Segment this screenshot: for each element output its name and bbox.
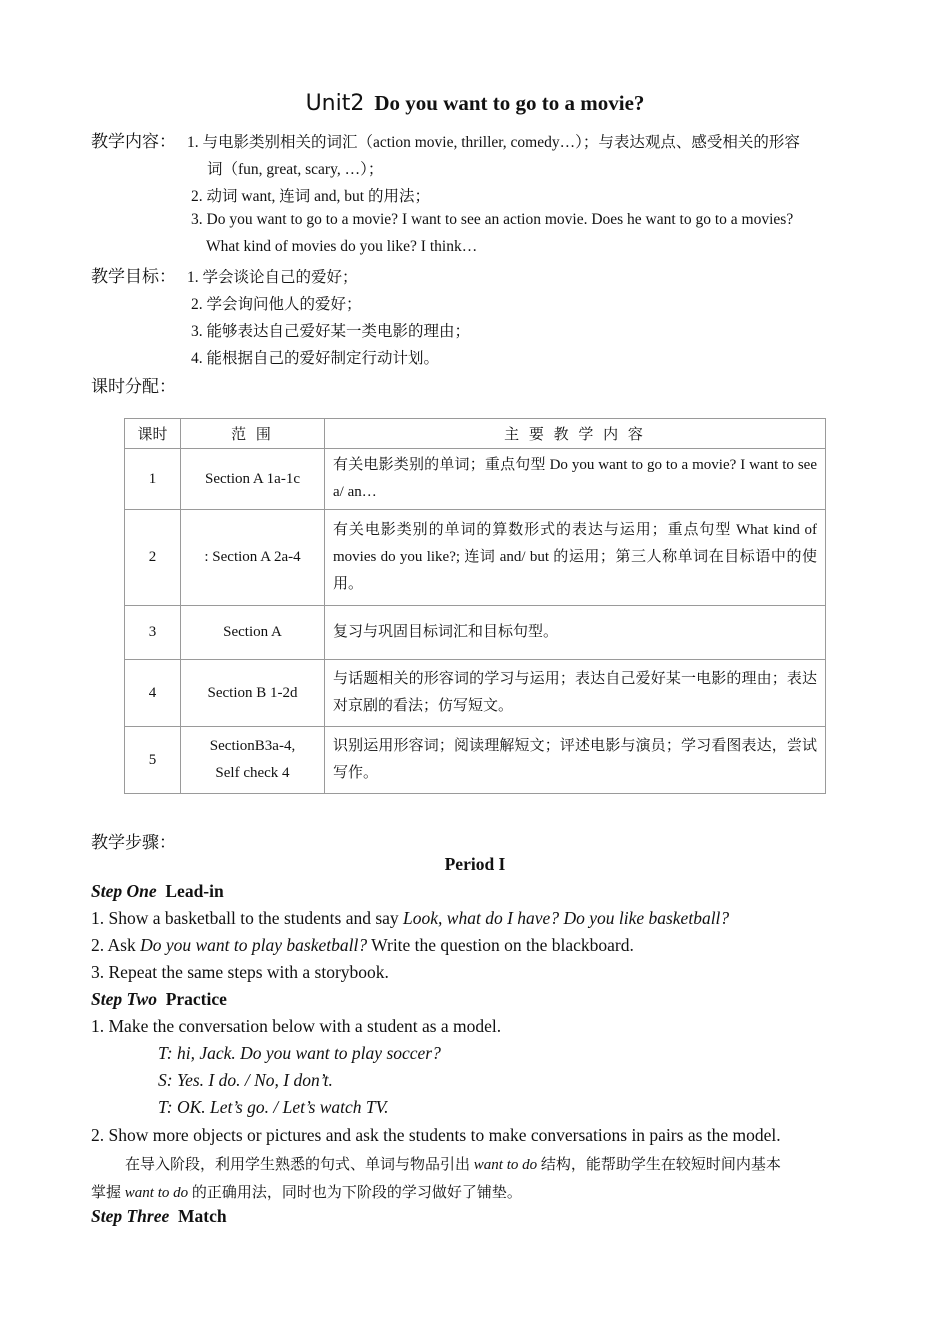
- dialogue-line-2: S: Yes. I do. / No, I don’t.: [158, 1070, 333, 1090]
- teaching-note-line-1: [125, 1153, 781, 1174]
- table-row: [125, 660, 826, 727]
- note-1-rest: 结构，能帮助学生在较短时间内基本: [537, 1157, 781, 1173]
- step-two-name: Step Two: [91, 989, 157, 1009]
- step-one-heading: [91, 881, 224, 902]
- goal-item-4: 4. 能根据自己的爱好制定行动计划。: [191, 350, 440, 367]
- row-content: 有关电影类别的单词；重点句型 Do you want to go to a movie? I want to see a/ an…: [325, 449, 826, 510]
- step-one-line-2-rest: Write the question on the blackboard.: [367, 935, 634, 955]
- row-scope: Section B 1-2d: [181, 660, 325, 727]
- goals-label: 教学目标：: [91, 267, 176, 287]
- note-1-text: 在导入阶段，利用学生熟悉的句式、单词与物品引出: [125, 1157, 474, 1173]
- header-content: 主 要 教 学 内 容: [325, 419, 826, 449]
- note-2-rest: 的正确用法，同时也为下阶段的学习做好了铺垫。: [188, 1185, 522, 1201]
- table-row: [125, 727, 826, 794]
- table-row: [125, 510, 826, 606]
- step-one-line-1-text: 1. Show a basketball to the students and say: [91, 908, 404, 928]
- step-one-line-2-quote: Do you want to play basketball?: [140, 935, 368, 955]
- step-one-line-1-quote: Look, what do I have? Do you like basketball?: [403, 908, 730, 928]
- row-scope-line-1: SectionB3a-4,: [209, 738, 296, 754]
- goal-item-1: 1. 学会谈论自己的爱好；: [187, 269, 358, 286]
- row-content: 复习与巩固目标词汇和目标句型。: [325, 606, 826, 660]
- content-label: 教学内容：: [91, 132, 176, 152]
- row-number: 4: [125, 660, 181, 727]
- schedule-table: [124, 418, 826, 794]
- step-two-line-1: 1. Make the conversation below with a student as a model.: [91, 1016, 502, 1036]
- note-2-text: 掌握: [91, 1185, 125, 1201]
- row-number: 5: [125, 727, 181, 794]
- content-item-3-line-2: What kind of movies do you like? I think…: [206, 238, 478, 255]
- table-row: [125, 606, 826, 660]
- note-1-term: want to do: [473, 1157, 538, 1173]
- title-question: Do you want to go to a movie?: [374, 91, 645, 115]
- step-one-title: Lead-in: [165, 881, 224, 901]
- goal-item-3: 3. 能够表达自己爱好某一类电影的理由；: [191, 323, 471, 340]
- steps-label: 教学步骤：: [91, 833, 176, 853]
- content-item-1-line-2: 词（fun, great, scary, …）；: [207, 161, 384, 178]
- dialogue-line-1: T: hi, Jack. Do you want to play soccer?: [158, 1043, 441, 1063]
- row-content: 有关电影类别的单词的算数形式的表达与运用；重点句型 What kind of movies do you like?; 连词 and/ but 的运用；第三人称单词在目标语中的使用。: [325, 510, 826, 606]
- row-number: 1: [125, 449, 181, 510]
- header-scope: 范 围: [181, 419, 325, 449]
- content-item-2: 2. 动词 want, 连词 and, but 的用法；: [191, 188, 430, 205]
- header-period: 课时: [125, 419, 181, 449]
- table-row: [125, 449, 826, 510]
- step-one-line-3: 3. Repeat the same steps with a storybook.: [91, 962, 389, 982]
- schedule-label: 课时分配：: [91, 377, 176, 397]
- dialogue-line-3: T: OK. Let’s go. / Let’s watch TV.: [158, 1097, 389, 1117]
- step-three-title: Match: [178, 1206, 227, 1226]
- step-two-line-2: 2. Show more objects or pictures and ask the students to make conversations in pairs as the model.: [91, 1125, 781, 1145]
- row-content: 识别运用形容词；阅读理解短文；评述电影与演员；学习看图表达，尝试写作。: [325, 727, 826, 794]
- step-one-line-2: [91, 935, 634, 956]
- step-one-line-2-text: 2. Ask: [91, 935, 141, 955]
- step-three-heading: [91, 1206, 227, 1227]
- page-title: [0, 90, 950, 116]
- teaching-note-line-2: [91, 1181, 522, 1202]
- goal-item-2: 2. 学会询问他人的爱好；: [191, 296, 362, 313]
- row-content: 与话题相关的形容词的学习与运用；表达自己爱好某一电影的理由；表达对京剧的看法；仿写短文。: [325, 660, 826, 727]
- row-number: 3: [125, 606, 181, 660]
- step-one-line-1: [91, 908, 729, 929]
- row-scope-line-2: Self check 4: [215, 765, 290, 781]
- table-header-row: [125, 419, 826, 449]
- row-scope: Section A: [181, 606, 325, 660]
- step-three-name: Step Three: [91, 1206, 170, 1226]
- note-2-term: want to do: [124, 1185, 189, 1201]
- step-two-title: Practice: [165, 989, 227, 1009]
- content-item-1-line-1: 1. 与电影类别相关的词汇（action movie, thriller, comedy…）；与表达观点、感受相关的形容: [187, 134, 800, 151]
- row-number: 2: [125, 510, 181, 606]
- period-heading: Period I: [444, 854, 506, 874]
- row-scope: Section A 1a-1c: [181, 449, 325, 510]
- title-unit: Unit2: [305, 91, 365, 116]
- row-scope: : Section A 2a-4: [181, 510, 325, 606]
- content-item-3-line-1: 3. Do you want to go to a movie? I want to see an action movie. Does he want to go to a movies?: [191, 211, 794, 228]
- row-scope: [181, 727, 325, 794]
- step-two-heading: [91, 989, 227, 1010]
- step-one-name: Step One: [91, 881, 157, 901]
